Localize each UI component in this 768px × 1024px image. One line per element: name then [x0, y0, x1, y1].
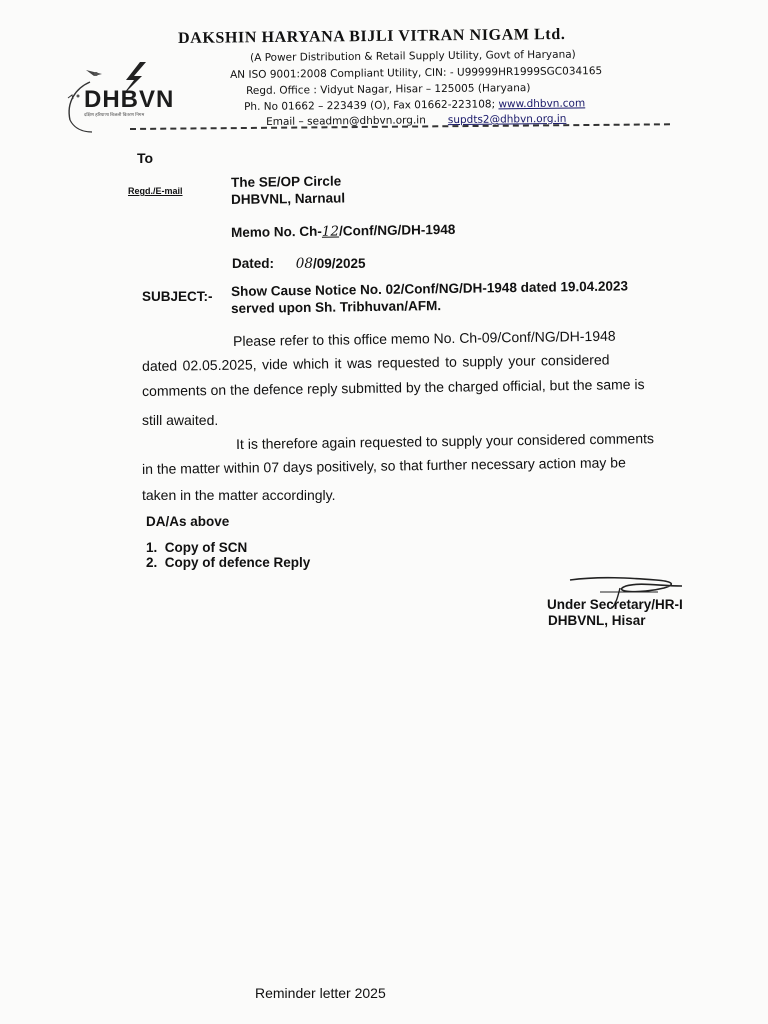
letterhead-line-4 — [244, 97, 585, 113]
dated-label: Dated: — [232, 256, 275, 271]
website-link[interactable]: www.dhbvn.com — [498, 97, 586, 111]
memo-number — [231, 222, 455, 241]
paragraph-1-line-2: dated 02.05.2025, vide which it was requested to supply your considered — [141, 351, 610, 374]
phone-fax-text: Ph. No 01662 – 223439 (O), Fax 01662-223108; — [244, 98, 499, 113]
subject-line-2: served upon Sh. Tribhuvan/AFM. — [231, 298, 442, 316]
enclosure-item: 2. Copy of defence Reply — [146, 555, 311, 570]
paragraph-1-line-4: still awaited. — [142, 412, 219, 428]
paragraph-2-line-2: in the matter within 07 days positively, so that further necessary action may be — [141, 454, 626, 477]
to-label: To — [137, 150, 154, 166]
enclosure-heading: DA/As above — [146, 514, 230, 529]
memo-handwritten-number: 12 — [321, 223, 340, 240]
delivery-mode: Regd./E-mail — [128, 186, 183, 196]
letterhead-line-2: AN ISO 9001:2008 Compliant Utility, CIN: - U99999HR1999SGC034165 — [230, 65, 603, 81]
memo-prefix: Memo No. Ch- — [231, 223, 322, 240]
email-secondary-link[interactable]: supdts2@dhbvn.org.in — [447, 112, 567, 127]
signatory-office: DHBVNL, Hisar — [548, 613, 646, 628]
company-name: DAKSHIN HARYANA BIJLI VITRAN NIGAM Ltd. — [178, 25, 566, 47]
addressee-line-1: The SE/OP Circle — [231, 173, 342, 190]
letterhead-line-3: Regd. Office : Vidyut Nagar, Hisar – 125005 (Haryana) — [246, 82, 531, 97]
addressee-line-2: DHBVNL, Narnaul — [231, 190, 346, 207]
date-suffix: /09/2025 — [312, 256, 366, 271]
subject-label: SUBJECT:- — [142, 289, 213, 304]
paragraph-1-line-3: comments on the defence reply submitted by the charged official, but the same is — [141, 375, 645, 399]
enclosure-item: 1. Copy of SCN — [146, 540, 248, 555]
date-handwritten-day: 08 — [295, 256, 313, 272]
paragraph-2-line-1: It is therefore again requested to supply your considered comments — [235, 430, 655, 452]
subject-line-1: Show Cause Notice No. 02/Conf/NG/DH-1948 dated 19.04.2023 — [231, 278, 629, 299]
memo-suffix: /Conf/NG/DH-1948 — [338, 221, 456, 239]
email-primary: Email – seadmn@dhbvn.org.in — [266, 114, 426, 128]
letterhead-line-1: (A Power Distribution & Retail Supply Utility, Govt of Haryana) — [250, 48, 576, 64]
footer-label: Reminder letter 2025 — [255, 985, 386, 1001]
paragraph-1-line-1: Please refer to this office memo No. Ch-09/Conf/NG/DH-1948 — [232, 327, 616, 349]
paragraph-2-line-3: taken in the matter accordingly. — [142, 487, 336, 503]
logo-tagline: दक्षिण हरियाणा बिजली वितरण निगम — [84, 112, 145, 117]
signatory-title: Under Secretary/HR-I — [547, 597, 683, 612]
memo-date — [232, 256, 366, 272]
logo-wordmark: DHBVN — [84, 86, 175, 113]
